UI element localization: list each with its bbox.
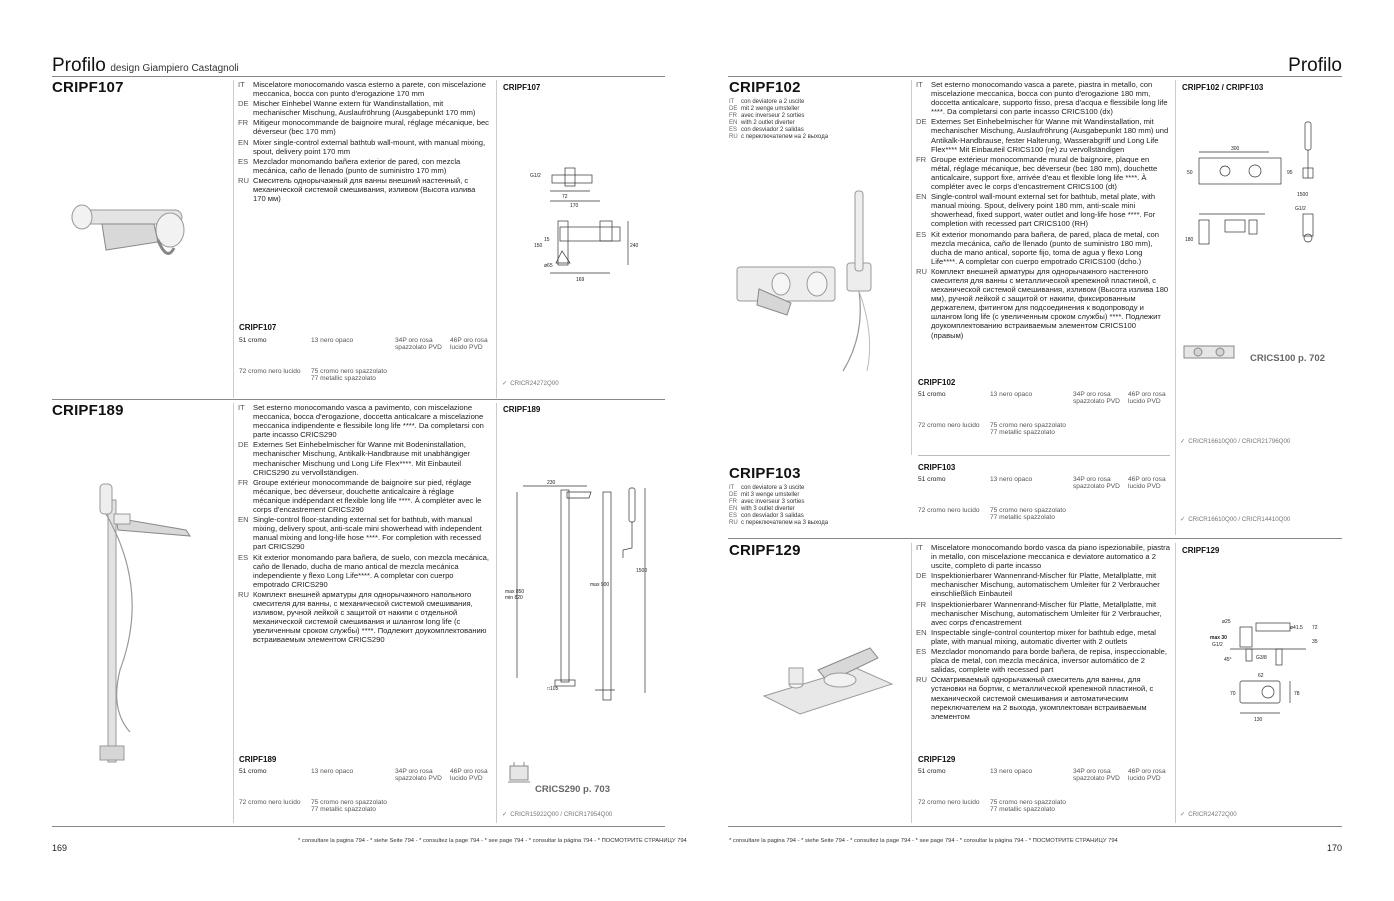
svg-text:70: 70 [1230, 691, 1236, 697]
divider [1175, 80, 1176, 535]
divider [1175, 543, 1176, 823]
technical-drawing-cripf107 [530, 165, 640, 290]
description-cripf107: IT Miscelatore monocomando vasca esterno a parete, con miscelazione meccanica, bocca con punto d'erogazione 170 mm DE Mischer Einhebel Wanne extern für Wandinstallation, mit mechanischer Mischung, Auslaufröhrung (Ausgabepunkt 170 mm) FR Mitigeur monocommande de baignoire mural, réglage mécanique, bec déverseur (bec 170 mm) EN Mixer single-control external bathtub wall-mount, with manual mixing, spout, delivery point 170 mm ES Mezclador monomando bañera exterior de pared, con mezcla mecánica, caño de llenado (punto de suministro 170 mm) RU Смеситель однорычажный для ванны внешний настенный, с механической системой смешивания, изливом (Высота излива 170 мм) [238, 80, 489, 204]
technical-drawing-cripf129 [1210, 615, 1330, 725]
finish-46p: 46P oro rosa lucido PVD [450, 768, 488, 783]
product-code-cripf129: CRIPF129 [729, 542, 801, 559]
certification-icon: ✓ [502, 811, 508, 818]
svg-text:min 820: min 820 [505, 595, 523, 601]
divider [496, 403, 497, 823]
certification-cripf102: ✓ CRICR16610Q00 / CRICR21796Q00 [1180, 438, 1291, 445]
finish-75-77: 75 cromo nero spazzolato 77 metallic spazzolato [311, 799, 387, 814]
svg-text:45°: 45° [1224, 657, 1232, 663]
divider [496, 80, 497, 398]
certification-icon: ✓ [1180, 438, 1186, 445]
right-header-rule [728, 76, 1342, 77]
finish-13: 13 nero opaco [311, 337, 354, 344]
svg-text:62: 62 [1258, 673, 1264, 679]
product-code-cripf189: CRIPF189 [52, 402, 124, 419]
finish-46p: 46P oro rosa lucido PVD [450, 337, 488, 352]
svg-text:300: 300 [1231, 146, 1240, 152]
description-cripf129: IT Miscelatore monocomando bordo vasca da piano ispezionabile, piastra in metallo, con miscelazione meccanica e deviatore automatico a 2 uscite, completo di parte incasso DE Inspektionierbarer Wannenrand-Mischer für Platte, Metallplatte, mit mechanischer Mischung, automatischem Umleiter für 2 Verbraucher einschließlich Einbauteil FR Inspektionierbarer Wannenrand-Mischer für Platte, Metallplatte, mit mechanischer Mischung, automatischem Umleiter für 2 Verbraucher, avec corps d'encastrement EN Inspectable single-control countertop mixer for bathtub edge, metal plate, with manual mixing, automatic diverter with 2 outlets ES Mezclador monomando para borde bañera, de repisa, inspeccionable, placa de metal, con mezcla mecánica, inversor automático de 2 salidas, complete with recessed part RU Осматриваемый однорычажный смеситель для ванны, для установки на бортик, с металлической крепежной пластиной, с механической системой смешивания и автоматическим переключателем на 2 выхода, укомплектован встраиваемым элементом [916, 543, 1170, 721]
finish-13: 13 nero opaco [311, 768, 354, 775]
finish-72: 72 cromo nero lucido [239, 368, 301, 375]
svg-text:15: 15 [544, 237, 550, 243]
svg-text:1500: 1500 [636, 568, 648, 574]
divider [233, 80, 234, 398]
certification-icon: ✓ [1180, 516, 1186, 523]
finish-72: 72 cromo nero lucido [918, 799, 980, 806]
footer-note-right: * consultare la pagina 794 - * siehe Seite 794 - * consultez la page 794 - * see page 794 - * consultar la página 794 - * ПОСМОТРИТЕ СТРАНИЦУ 794 [729, 838, 1118, 844]
finish-72: 72 cromo nero lucido [918, 507, 980, 514]
variant-note-cripf102: IT con deviatore a 2 uscite DE mit 2 wenge umsteller FR avec inverseur 2 sorties EN with 2 outlet diverter ES con desviador 2 salidas RU с переключателем на 2 выхода [729, 99, 829, 140]
svg-text:50: 50 [1187, 170, 1193, 176]
drawing-label-cripf107: CRIPF107 [503, 83, 541, 92]
svg-text:180: 180 [1185, 237, 1194, 243]
section-rule [52, 399, 665, 400]
finish-72: 72 cromo nero lucido [918, 422, 980, 429]
technical-drawing-cripf189 [505, 478, 655, 708]
finish-46p: 46P oro rosa lucido PVD [1128, 476, 1166, 491]
svg-text:max 900: max 900 [590, 582, 610, 588]
product-code-cripf107: CRIPF107 [52, 79, 124, 96]
recessed-part-icon-crics100 [1180, 340, 1240, 366]
certification-icon: ✓ [1180, 811, 1186, 818]
svg-text:130: 130 [1254, 717, 1263, 723]
svg-text:78: 78 [1294, 691, 1300, 697]
finishes-code-cripf189: CRIPF189 [239, 755, 277, 764]
designer-credit: design Giampiero Castagnoli [110, 63, 239, 74]
product-photo-cripf102 [735, 185, 885, 375]
finish-34p: 34P oro rosa spazzolato PVD [395, 337, 442, 352]
page-number-right: 170 [1326, 843, 1342, 853]
reference-crics100[interactable]: CRICS100 p. 702 [1250, 353, 1325, 364]
finish-13: 13 nero opaco [990, 476, 1033, 483]
product-code-cripf102: CRIPF102 [729, 79, 801, 96]
finish-13: 13 nero opaco [990, 391, 1033, 398]
svg-text:max 850: max 850 [505, 589, 525, 595]
svg-text:□105: □105 [547, 686, 559, 692]
drawing-label-cripf102-103: CRIPF102 / CRIPF103 [1182, 83, 1264, 92]
description-cripf102: IT Set esterno monocomando vasca a parete, piastra in metallo, con miscelazione meccanica, bocca con punto d'erogazione 180 mm, doccetta anticalcare, supporto fisso, presa d'acqua e flessibile long life ****. Da completarsi con parte incasso CRICS100 (dx) DE Externes Set Einhebelmischer für Wanne mit Wandinstallation, mit mechanischer Mischung, Auslaufröhrung (Ausgabepunkt 180 mm) und Antikalk-Handbrause, fester Halterung, Wasserabgriff und Long Life Flex**** Mit Einbauteil CRICS100 (re) zu vervollständigen FR Groupe extérieur monocommande mural de baignoire, plaque en métal, réglage mécanique, bec déverseur (bec 180 mm), douchette anticalcaire, support fixe, arrivée d'eau et flexible long life ****. À compléter avec le corps d'encastrement CRICS100 (dt) EN Single-control wall-mount external set for bathtub, metal plate, with manual mixing. Spout, delivery point 180 mm, anti-scale mini showerhead, fixed support, water outlet and long-life hose ****. For completion with recessed part CRICS100 (RH) ES Kit exterior monomando para bañera, de pared, placa de metal, con mezcla mecánica, caño de llenado (punto de suministro 180 mm), ducha de mano antical, soporte fijo, toma de agua y flexo Long Life****. A completar con cuerpo empotrado CRICS100 (dcho.) RU Комплект внешней арматуры для однорычажного настенного смесителя для ванны с металлической крепежной пластиной, с механической системой смешивания, изливом (Высота излива 180 мм), ручной лейкой с защитой от накипи, фиксированным держателем, фитингом для подсоединения к водопроводу и шлангом long life (с увеличенным сроком службы) ****. Подлежит доукомплектованию встраиваемым элементом CRICS100 (правым) [916, 80, 1169, 340]
svg-text:170: 170 [570, 203, 579, 209]
finish-13: 13 nero opaco [990, 768, 1033, 775]
footer-rule [52, 826, 665, 827]
product-photo-cripf107 [62, 200, 202, 270]
svg-text:G1/2: G1/2 [1295, 206, 1306, 212]
recessed-part-icon-crics290 [506, 760, 532, 786]
divider [911, 80, 912, 455]
product-code-cripf103: CRIPF103 [729, 465, 801, 482]
svg-text:G1/2: G1/2 [1212, 642, 1223, 648]
left-header [52, 55, 239, 77]
certification-cripf107: ✓ CRICR24272Q00 [502, 380, 559, 387]
product-photo-cripf129 [760, 640, 900, 720]
svg-text:ø41.5: ø41.5 [1290, 625, 1303, 631]
page-number-left: 169 [52, 843, 68, 853]
finish-75-77: 75 cromo nero spazzolato 77 metallic spazzolato [311, 368, 387, 383]
finish-51: 51 cromo [239, 768, 267, 775]
finishes-code-cripf129: CRIPF129 [918, 755, 956, 764]
svg-text:max 30: max 30 [1210, 635, 1227, 641]
finish-51: 51 cromo [918, 476, 946, 483]
description-cripf189: IT Set esterno monocomando vasca a pavimento, con miscelazione meccanica, bocca d'erogazione, doccetta anticalcare a miscelazione meccanica indipendente e flessibile long life ****. Da completarsi con parte incasso CRICS290 DE Externes Set Einhebelmischer für Wanne mit Bodeninstallation, mechanischer Mischung, Antikalk-Handbrause mit unabhängiger mechanischer Mischung und Long Life Flex****. Mit Einbauteil CRICS290 zu vervollständigen. FR Groupe extérieur monocommande de baignoire sur pied, réglage mécanique, bec déverseur, douchette anticalcaire à réglage mécanique indépendant et flexible long life ****. À compléter avec le corps d'encastrement CRICS290 EN Single-control floor-standing external set for bathtub, with manual mixing, delivery spout, anti-scale mini showerhead with independent manual mixing and long-life hose ****. For completion with recessed part CRICS290 ES Kit exterior monomando para bañera, de suelo, con mezcla mecánica, caño de llenado, ducha de mano antical de mezcla mecánica independiente y flexo Long Life****. A completar con cuerpo empotrado CRICS290 RU Комплект внешней арматуры для однорычажного напольного смесителя для ванны, с механической системой смешивания, изливом, ручной лейкой с защитой от накипи с отдельной механической системой смешивания и шлангом long life (с увеличенным сроком службы) ****. Подлежит доукомплектованию встраиваемым элементом CRICS290 [238, 403, 489, 645]
finish-75-77: 75 cromo nero spazzolato 77 metallic spazzolato [990, 507, 1066, 522]
finish-51: 51 cromo [239, 337, 267, 344]
svg-text:230: 230 [547, 480, 556, 486]
svg-text:ø65: ø65 [544, 263, 553, 269]
certification-cripf129: ✓ CRICR24272Q00 [1180, 811, 1237, 818]
svg-text:72: 72 [1312, 625, 1318, 631]
product-photo-cripf189 [90, 470, 210, 770]
variant-rule [918, 455, 1170, 456]
finishes-code-cripf102: CRIPF102 [918, 378, 956, 387]
finish-51: 51 cromo [918, 768, 946, 775]
technical-drawing-cripf102 [1185, 120, 1335, 250]
finish-34p: 34P oro rosa spazzolato PVD [395, 768, 442, 783]
svg-text:G1/2: G1/2 [530, 173, 541, 179]
svg-text:72: 72 [562, 194, 568, 200]
certification-cripf189: ✓ CRICR15922Q00 / CRICR17954Q00 [502, 811, 613, 818]
svg-text:35: 35 [1312, 639, 1318, 645]
drawing-label-cripf129: CRIPF129 [1182, 546, 1220, 555]
svg-text:240: 240 [630, 243, 639, 249]
finish-46p: 46P oro rosa lucido PVD [1128, 768, 1166, 783]
svg-text:ø25: ø25 [1222, 619, 1231, 625]
finish-72: 72 cromo nero lucido [239, 799, 301, 806]
right-page-title: Profilo [1288, 55, 1342, 76]
divider [233, 403, 234, 823]
svg-text:169: 169 [576, 277, 585, 283]
finishes-code-cripf107: CRIPF107 [239, 323, 277, 332]
finish-46p: 46P oro rosa lucido PVD [1128, 391, 1166, 406]
drawing-label-cripf189: CRIPF189 [503, 405, 541, 414]
variant-note-cripf103: IT con deviatore a 3 uscite DE mit 3 wenge umsteller FR avec inverseur 3 sorties EN with 3 outlet diverter ES con desviador 3 salidas RU с переключателем на 3 выхода [729, 485, 829, 526]
left-header-rule [52, 76, 665, 77]
footer-note-left: * consultare la pagina 794 - * siehe Seite 794 - * consultez la page 794 - * see page 794 - * consultar la página 794 - * ПОСМОТРИТЕ СТРАНИЦУ 794 [298, 838, 687, 844]
svg-text:G3/8: G3/8 [1256, 655, 1267, 661]
finish-34p: 34P oro rosa spazzolato PVD [1073, 768, 1120, 783]
svg-text:150: 150 [534, 243, 543, 249]
svg-text:1500: 1500 [1297, 192, 1309, 198]
divider [911, 543, 912, 823]
section-rule [728, 538, 1342, 539]
finish-34p: 34P oro rosa spazzolato PVD [1073, 476, 1120, 491]
certification-icon: ✓ [502, 380, 508, 387]
finish-75-77: 75 cromo nero spazzolato 77 metallic spazzolato [990, 422, 1066, 437]
finish-51: 51 cromo [918, 391, 946, 398]
left-page-title: Profilo [52, 55, 106, 76]
svg-text:95: 95 [1287, 170, 1293, 176]
finish-34p: 34P oro rosa spazzolato PVD [1073, 391, 1120, 406]
footer-rule [728, 826, 1342, 827]
finish-75-77: 75 cromo nero spazzolato 77 metallic spazzolato [990, 799, 1066, 814]
finishes-code-cripf103: CRIPF103 [918, 463, 956, 472]
certification-cripf103: ✓ CRICR16610Q00 / CRICR14410Q00 [1180, 516, 1291, 523]
reference-crics290[interactable]: CRICS290 p. 703 [535, 784, 610, 795]
